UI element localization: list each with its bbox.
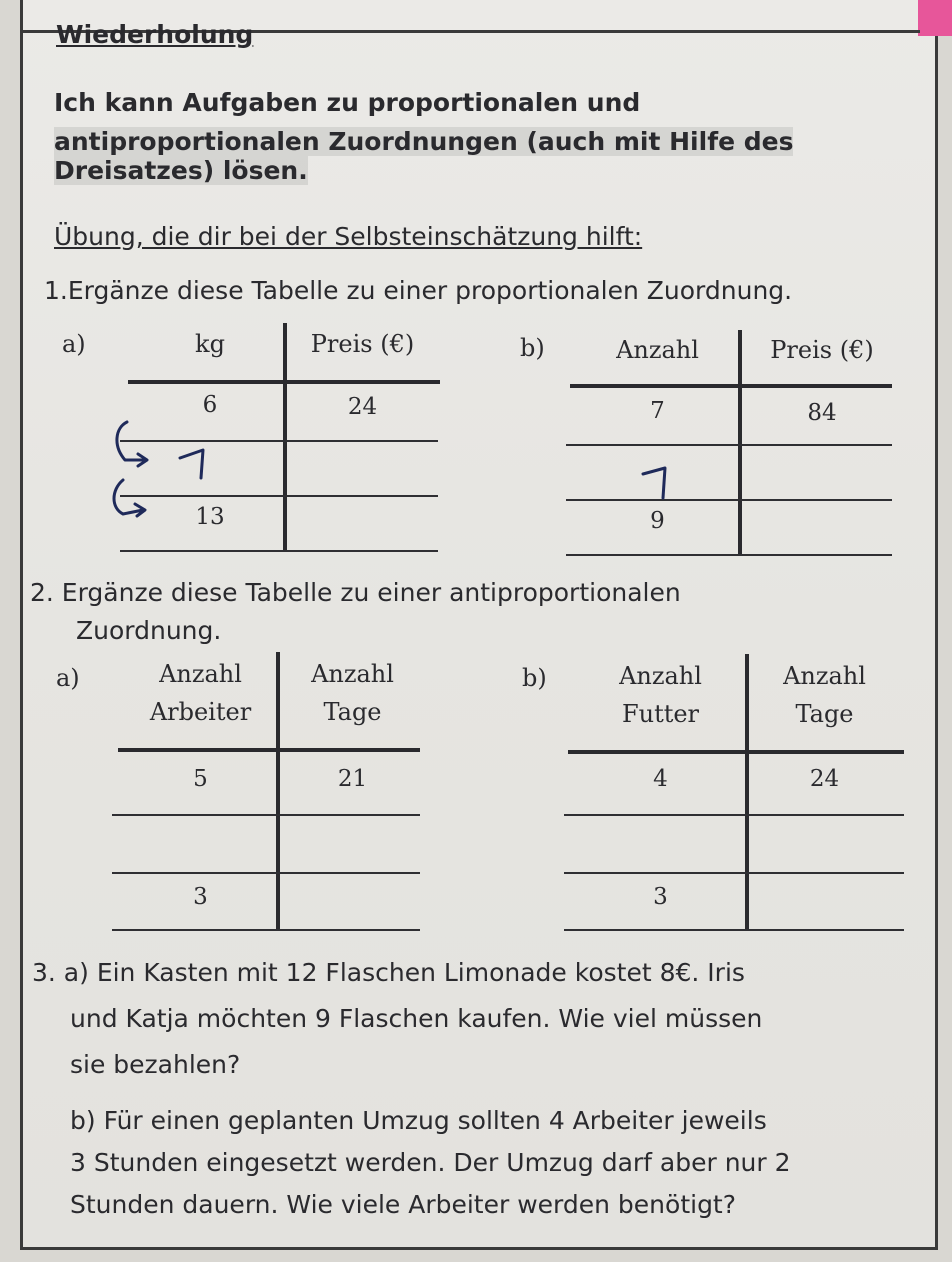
task1a-r1-c1: 6 — [202, 392, 218, 418]
pink-tab — [918, 0, 952, 36]
task2b-row-rule-2 — [564, 872, 904, 874]
task1b-row-rule-3 — [566, 554, 892, 556]
task3b-line-2: 3 Stunden eingesetzt werden. Der Umzug darf aber nur 2 — [70, 1148, 791, 1177]
goal-line-3 — [54, 156, 308, 185]
task2a-row-rule-3 — [112, 929, 420, 931]
worksheet-heading: Wiederholung — [56, 20, 254, 49]
task2a-col1-header-line-1: Anzahl — [159, 660, 242, 688]
task2b-header-rule — [568, 750, 904, 754]
task2b-col1-header-line-1: Anzahl — [619, 662, 702, 690]
task1b-col2-header: Preis (€) — [770, 336, 874, 364]
task2b-row-rule-3 — [564, 929, 904, 931]
task1a-r1-c2: 24 — [347, 394, 378, 420]
task2a-r3-c1: 3 — [193, 884, 208, 910]
task1b-row-rule-1 — [566, 444, 892, 446]
task1b-column-divider — [738, 330, 742, 556]
task1b-row-rule-2 — [566, 499, 892, 501]
task2b-r3-c1: 3 — [653, 884, 668, 910]
task2b-r1-c1: 4 — [653, 766, 668, 792]
task1a-col1-header: kg — [195, 330, 225, 358]
task1a-row-rule-3 — [120, 550, 438, 552]
goal-line-1: Ich kann Aufgaben zu proportionalen und — [54, 88, 641, 117]
task1b-col1-header: Anzahl — [616, 336, 699, 364]
task2a-header-rule — [118, 748, 420, 752]
task1b-r3-c1: 9 — [650, 508, 665, 534]
task1a-column-divider — [283, 323, 287, 552]
exercise-title: Übung, die dir bei der Selbsteinschätzung hilft: — [54, 222, 643, 251]
task2a-r1-c1: 5 — [193, 766, 208, 792]
task2a-col2-header-line-1: Anzahl — [311, 660, 394, 688]
task2a-row-rule-1 — [112, 814, 420, 816]
task1a-label: a) — [62, 330, 86, 358]
goal-line-3-text: Dreisatzes) lösen. — [54, 156, 308, 185]
task2b-row-rule-1 — [564, 814, 904, 816]
task3a-line-2: und Katja möchten 9 Flaschen kaufen. Wie viel müssen — [70, 1004, 763, 1033]
task3a-line-1: 3. a) Ein Kasten mit 12 Flaschen Limonade kostet 8€. Iris — [32, 958, 745, 987]
task3a-line-3: sie bezahlen? — [70, 1050, 241, 1079]
task2a-col1-header-line-2: Arbeiter — [149, 698, 252, 726]
task1-title: 1.Ergänze diese Tabelle zu einer proportionalen Zuordnung. — [44, 276, 793, 305]
goal-line-2-text: antiproportionalen Zuordnungen (auch mit Hilfe des — [54, 127, 794, 156]
task2b-col2-header-line-1: Anzahl — [783, 662, 866, 690]
goal-line-2 — [54, 127, 793, 156]
task1b-label: b) — [520, 334, 545, 362]
task1b-r1-c1: 7 — [650, 398, 665, 424]
task3b-line-1: b) Für einen geplanten Umzug sollten 4 Arbeiter jeweils — [70, 1106, 767, 1135]
task2b-col2-header-line-2: Tage — [795, 700, 854, 728]
task2-title-line-1: 2. Ergänze diese Tabelle zu einer antiproportionalen — [30, 578, 681, 607]
task2a-col2-header-line-2: Tage — [323, 698, 382, 726]
task2a-label: a) — [56, 664, 80, 692]
task2b-label: b) — [522, 664, 547, 692]
task1b-r1-c2: 84 — [807, 400, 837, 426]
task1b-header-rule — [570, 384, 892, 388]
task2b-column-divider — [745, 654, 749, 930]
task2b-r1-c2: 24 — [809, 766, 840, 792]
task2-title-line-2: Zuordnung. — [76, 616, 222, 645]
task1a-col2-header: Preis (€) — [310, 330, 415, 358]
task2b-col1-header-line-2: Futter — [621, 700, 700, 728]
task2a-r1-c2: 21 — [337, 766, 368, 792]
task3b-line-3: Stunden dauern. Wie viele Arbeiter werden benötigt? — [70, 1190, 737, 1219]
task1a-r3-c1: 13 — [195, 504, 225, 530]
task2a-row-rule-2 — [112, 872, 420, 874]
task2a-column-divider — [276, 652, 280, 930]
